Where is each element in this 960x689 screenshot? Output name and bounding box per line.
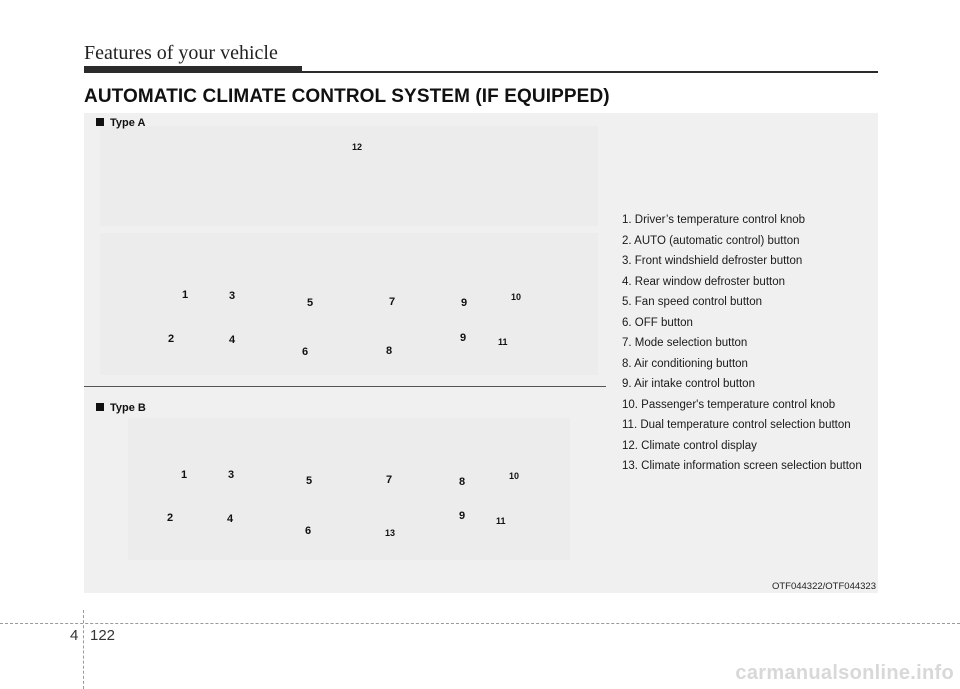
chapter-number: 4	[70, 627, 79, 644]
callout-number: 12	[352, 142, 363, 152]
callout-number: 9	[461, 297, 468, 309]
legend-item: 12. Climate control display	[622, 439, 757, 452]
footer-rule	[0, 623, 960, 624]
callout-number: 6	[305, 525, 312, 537]
bullet-square-icon	[96, 403, 104, 411]
callout-number: 5	[307, 297, 314, 309]
type-b-controls-image	[128, 418, 570, 560]
callout-number: 9	[460, 332, 467, 344]
legend-item: 8. Air conditioning button	[622, 357, 748, 370]
callout-number: 3	[229, 290, 236, 302]
type-a-label-text: Type A	[110, 117, 146, 129]
callout-number: 13	[385, 528, 396, 538]
callout-number: 8	[386, 345, 393, 357]
header-title: Features of your vehicle	[84, 42, 278, 64]
legend-item: 2. AUTO (automatic control) button	[622, 234, 800, 247]
type-a-label	[96, 117, 145, 129]
legend-list	[622, 210, 862, 477]
callout-number: 6	[302, 346, 309, 358]
legend-item: 13. Climate information screen selection button	[622, 460, 862, 472]
callout-number: 2	[168, 333, 175, 345]
callout-number: 7	[386, 474, 393, 486]
callout-number: 8	[459, 476, 466, 488]
legend-item: 10. Passenger's temperature control knob	[622, 398, 836, 411]
legend-item: 9. Air intake control button	[622, 378, 755, 390]
type-a-display-image	[100, 126, 598, 226]
callout-number: 7	[389, 296, 396, 308]
legend-item: 5. Fan speed control button	[622, 296, 763, 308]
legend-item: 6. OFF button	[622, 316, 693, 329]
header-rule	[302, 71, 878, 73]
image-code: OTF044322/OTF044323	[771, 581, 876, 592]
legend-item: 1. Driver’s temperature control knob	[622, 214, 806, 226]
type-b-label	[96, 402, 146, 414]
callout-number: 10	[509, 471, 520, 481]
legend-item: 3. Front windshield defroster button	[622, 255, 803, 267]
callout-number: 4	[227, 513, 234, 525]
legend-item: 4. Rear window defroster button	[622, 275, 786, 288]
legend-item: 7. Mode selection button	[622, 337, 748, 349]
footer-vertical-rule	[83, 610, 84, 689]
figure-divider	[84, 386, 606, 387]
callout-number: 4	[229, 334, 236, 346]
callout-number: 11	[498, 337, 508, 347]
section-title: AUTOMATIC CLIMATE CONTROL SYSTEM (IF EQUIPPED)	[84, 86, 610, 107]
callout-number: 11	[496, 516, 506, 526]
callout-number: 3	[228, 469, 235, 481]
watermark: carmanualsonline.info	[735, 662, 954, 684]
callout-number: 2	[167, 512, 174, 524]
callout-number: 5	[306, 475, 313, 487]
bullet-square-icon	[96, 118, 104, 126]
callout-number: 9	[459, 510, 466, 522]
header-bar	[84, 66, 302, 73]
callout-number: 1	[182, 289, 189, 301]
page-number: 122	[90, 627, 116, 644]
callout-number: 1	[181, 469, 188, 481]
type-a-controls-image	[100, 233, 598, 375]
legend-item: 11. Dual temperature control selection button	[622, 419, 851, 431]
type-b-label-text: Type B	[110, 402, 146, 414]
callout-number: 10	[511, 292, 522, 302]
